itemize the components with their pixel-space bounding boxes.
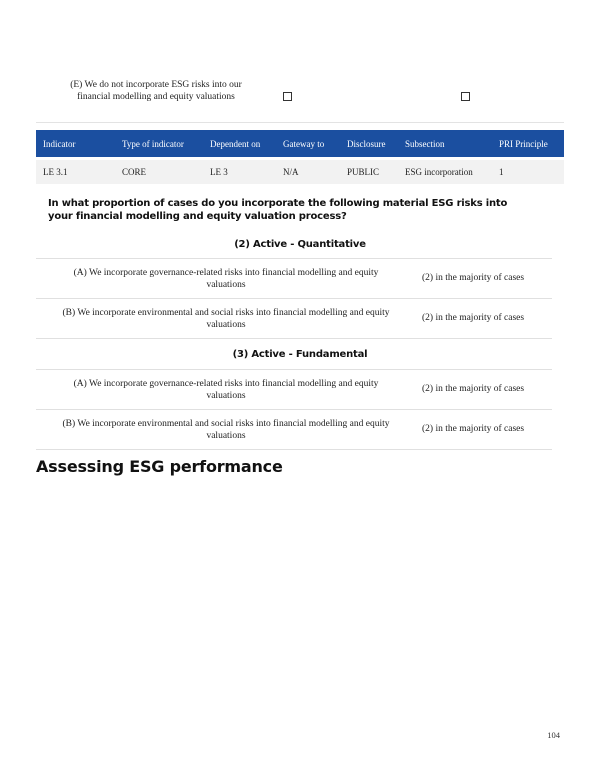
cell-indicator: LE 3.1 [43,167,68,177]
cell-gateway: N/A [283,167,299,177]
header-gateway: Gateway to [283,139,325,149]
table-row [36,258,552,299]
question-text: In what proportion of cases do you incorporate the following material ESG risks into your financial modelling and equity valuation process? [48,198,508,222]
table-row [36,409,552,450]
header-indicator: Indicator [43,139,76,149]
option-e-label: (E) We do not incorporate ESG risks into our financial modelling and equity valuations [70,80,242,102]
header-type: Type of indicator [122,139,184,149]
option-e-checkbox-1[interactable] [283,92,292,101]
row-text: (A) We incorporate governance-related risks into financial modelling and equity valuations [73,379,379,401]
row-answer: (2) in the majority of cases [422,424,525,434]
cell-subsection: ESG incorporation [405,167,473,177]
row-text: (B) We incorporate environmental and social risks into financial modelling and equity valuations [62,419,390,441]
header-dependent: Dependent on [210,139,261,149]
row-text: (B) We incorporate environmental and social risks into financial modelling and equity valuations [62,308,390,330]
header-pri: PRI Principle [499,139,548,149]
table-row [36,298,552,339]
cell-type: CORE [122,167,147,177]
row-answer: (2) in the majority of cases [422,273,525,283]
section-title-quantitative: (2) Active - Quantitative [234,239,366,250]
cell-pri: 1 [499,167,504,177]
cell-disclosure: PUBLIC [347,167,380,177]
indicator-table-header [36,130,564,157]
option-e-row [36,76,564,123]
indicator-table-row [36,160,564,184]
header-disclosure: Disclosure [347,139,386,149]
section-heading: Assessing ESG performance [36,457,283,476]
cell-dependent: LE 3 [210,167,228,177]
divider [36,338,552,339]
header-subsection: Subsection [405,139,445,149]
row-answer: (2) in the majority of cases [422,313,525,323]
page-number: 104 [547,730,560,740]
row-answer: (2) in the majority of cases [422,384,525,394]
table-row [36,369,552,410]
divider [36,449,552,450]
option-e-checkbox-2[interactable] [461,92,470,101]
section-title-fundamental: (3) Active - Fundamental [232,349,368,360]
row-text: (A) We incorporate governance-related risks into financial modelling and equity valuations [73,268,379,290]
